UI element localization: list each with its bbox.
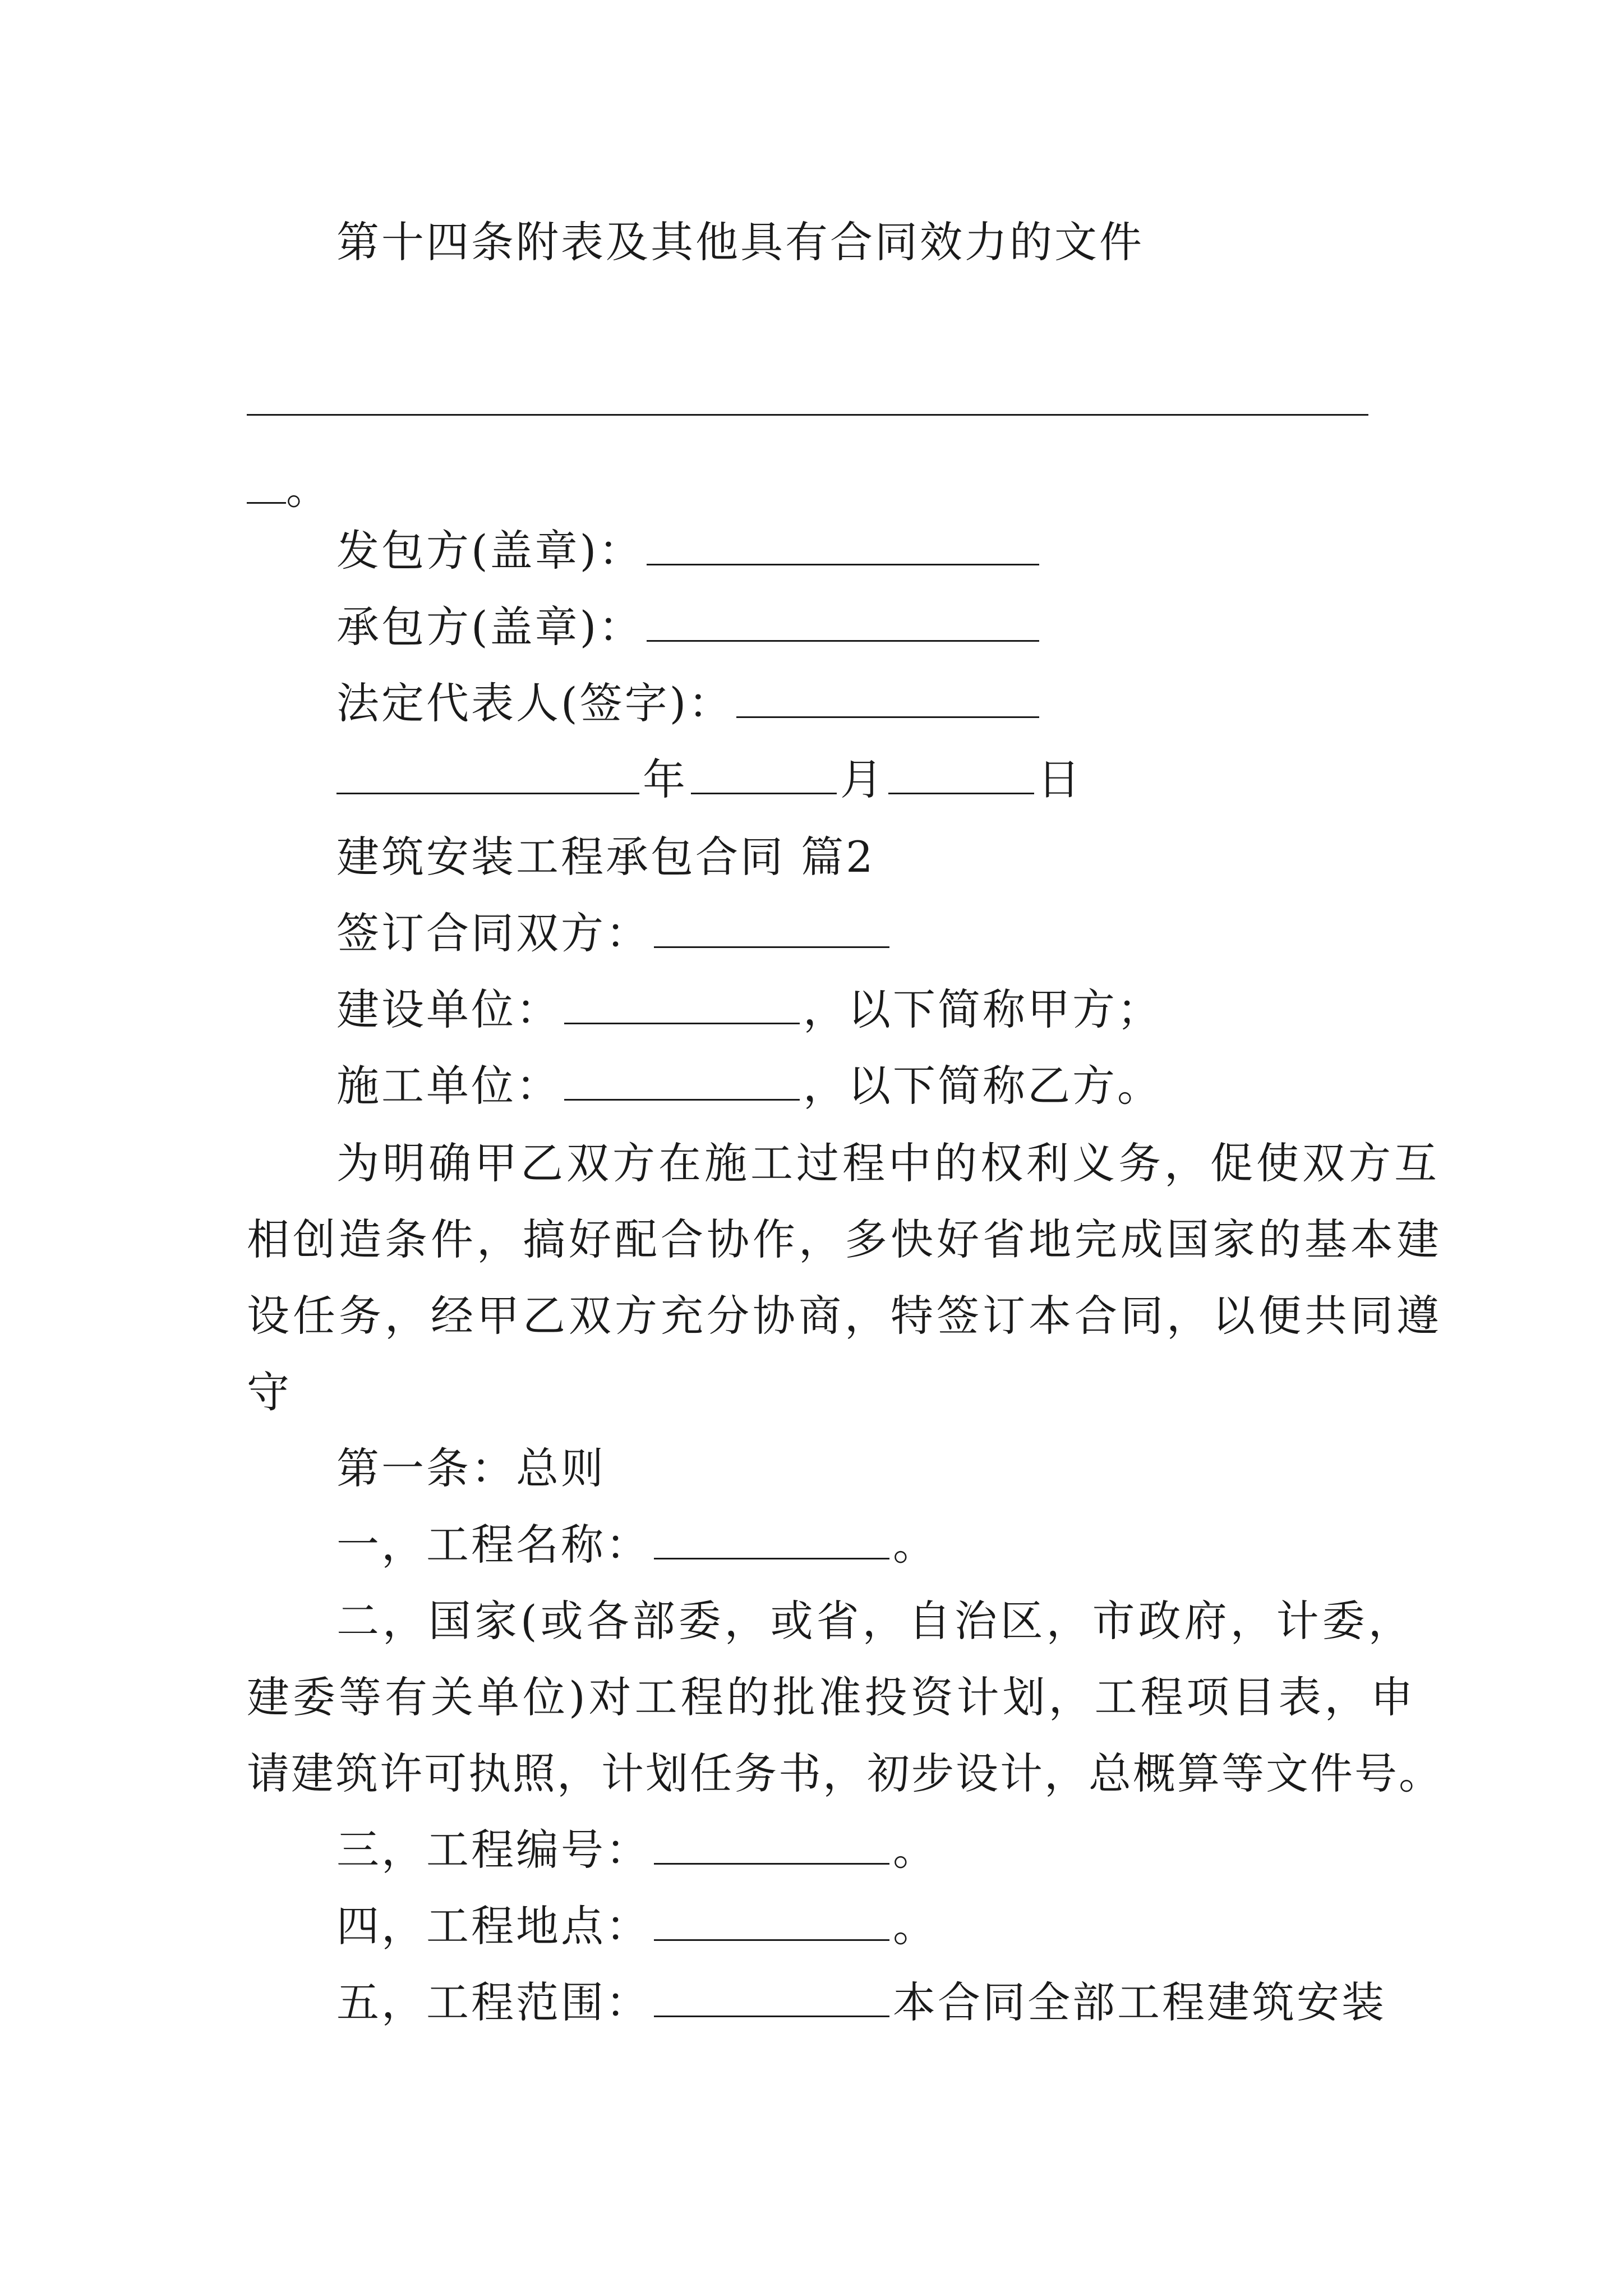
parties-blank[interactable]	[654, 907, 889, 948]
contractor-seal-line	[336, 599, 1043, 655]
project-scope-blank[interactable]	[654, 1976, 889, 2017]
blank-line-long	[247, 414, 1368, 416]
closing-period: 。	[286, 464, 332, 514]
project-location-label: 四，工程地点：	[336, 1901, 651, 1951]
builder-label: 建设单位：	[336, 984, 561, 1034]
article-1-title: 第一条：总则	[336, 1443, 606, 1493]
employer-seal-label: 发包方(盖章)：	[336, 526, 644, 576]
constructor-blank[interactable]	[564, 1060, 800, 1101]
project-scope-label: 五，工程范围：	[336, 1977, 651, 2027]
contractor-seal-label: 承包方(盖章)：	[336, 602, 644, 652]
year-blank[interactable]	[336, 753, 639, 794]
year-label: 年	[643, 754, 688, 804]
parties-line	[336, 905, 893, 961]
day-blank[interactable]	[888, 753, 1034, 794]
approval-line-2: 建委等有关单位)对工程的批准投资计划，工程项目表，申	[247, 1672, 1417, 1722]
project-scope-line	[336, 1975, 1386, 2031]
preamble-line-1: 为明确甲乙双方在施工过程中的权利义务，促使双方互	[336, 1138, 1440, 1188]
approval-line-1: 二，国家(或各部委，或省，自治区，市政府，计委，	[336, 1596, 1414, 1646]
project-name-line	[336, 1517, 938, 1573]
month-blank[interactable]	[691, 753, 837, 794]
project-name-label: 一，工程名称：	[336, 1520, 651, 1570]
project-name-blank[interactable]	[654, 1519, 889, 1559]
legal-rep-label: 法定代表人(签字)：	[336, 678, 734, 728]
contract-2-title: 建筑安装工程承包合同 篇2	[336, 832, 875, 882]
project-location-period: 。	[893, 1901, 938, 1951]
blank-line-short	[247, 463, 286, 504]
legal-rep-line	[336, 675, 1043, 731]
project-name-period: 。	[893, 1520, 938, 1570]
builder-suffix: ，以下简称甲方；	[803, 984, 1162, 1034]
preamble-line-3: 设任务，经甲乙双方充分协商，特签订本合同，以便共同遵	[247, 1291, 1442, 1341]
preamble-line-4: 守	[247, 1367, 293, 1417]
date-line	[336, 752, 1082, 808]
parties-label: 签订合同双方：	[336, 908, 651, 958]
preamble-line-2: 相创造条件，搞好配合协作，多快好省地完成国家的基本建	[247, 1214, 1442, 1264]
day-label: 日	[1038, 754, 1082, 804]
constructor-line	[336, 1058, 1162, 1114]
article-14-heading: 第十四条附表及其他具有合同效力的文件	[336, 217, 1144, 267]
legal-rep-blank[interactable]	[736, 677, 1039, 718]
project-scope-suffix: 本合同全部工程建筑安装	[893, 1977, 1386, 2027]
approval-line-3: 请建筑许可执照，计划任务书，初步设计，总概算等文件号。	[247, 1749, 1443, 1798]
project-number-blank[interactable]	[654, 1824, 889, 1865]
builder-blank[interactable]	[564, 983, 800, 1024]
constructor-label: 施工单位：	[336, 1061, 561, 1111]
project-location-blank[interactable]	[654, 1900, 889, 1941]
month-label: 月	[840, 754, 885, 804]
constructor-suffix: ，以下简称乙方。	[803, 1061, 1162, 1111]
contractor-seal-blank[interactable]	[647, 601, 1039, 642]
project-location-line	[336, 1898, 938, 1954]
project-number-label: 三，工程编号：	[336, 1825, 651, 1875]
builder-line	[336, 982, 1162, 1038]
employer-seal-line	[336, 523, 1043, 579]
project-number-line	[336, 1822, 938, 1878]
project-number-period: 。	[893, 1825, 938, 1875]
closing-line	[247, 461, 1391, 517]
employer-seal-blank[interactable]	[647, 524, 1039, 565]
